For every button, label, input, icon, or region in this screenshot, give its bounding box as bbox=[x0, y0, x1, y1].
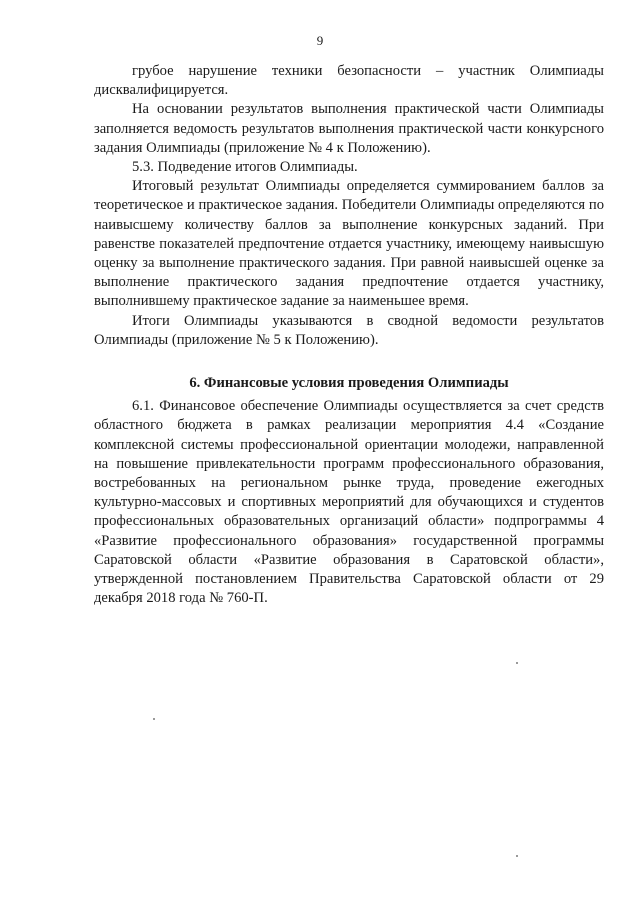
scan-speck bbox=[153, 718, 155, 720]
paragraph-disqualification: грубое нарушение техники безопасности – участник Олимпиады дисквалифицируется. bbox=[94, 63, 604, 99]
paragraph-summary-statement: Итоги Олимпиады указываются в сводной ведомости результатов Олимпиады (приложение № 5 к Положению). bbox=[94, 312, 604, 348]
paragraph-6-1-funding: 6.1. Финансовое обеспечение Олимпиады осуществляется за счет средств областного бюджета в рамках реализации мероприятия 4.4 «Создание комплексной системы профессиональной ориентации молодежи, направленной на повышение привлекательности программ профессионального образования, востребованных на региональном рынке труда, проведение ежегодных культурно-массовых и спортивных мероприятий для обучающихся и студентов профессиональных образовательных организаций области» подпрограммы 4 «Развитие профессионального образования» государственной программы Саратовской области «Развитие образования в Саратовской области», утвержденной постановлением Правительства Саратовской области от 29 декабря 2018 года № 760-П. bbox=[94, 398, 604, 607]
paragraph-5-3-heading: 5.3. Подведение итогов Олимпиады. bbox=[132, 159, 358, 176]
scan-speck bbox=[516, 662, 518, 664]
page-number: 9 bbox=[316, 33, 324, 48]
paragraph-practical-results: На основании результатов выполнения практической части Олимпиады заполняется ведомость результатов выполнения практической части конкурсного задания Олимпиады (приложение № 4 к Положению). bbox=[94, 101, 604, 156]
scan-speck bbox=[516, 855, 518, 857]
section-6-heading: 6. Финансовые условия проведения Олимпиады bbox=[189, 375, 509, 392]
paragraph-final-result: Итоговый результат Олимпиады определяется суммированием баллов за теоретическое и практическое задания. Победители Олимпиады определяются по наивысшему количеству баллов за выполнение конкурсных заданий. При равенстве показателей предпочтение отдается участнику, имеющему наивысшую оценку за выполнение практического задания. При равной наивысшей оценке за выполнение практического задания предпочтение отдается участнику, выполнившему практическое задание за наименьшее время. bbox=[94, 178, 604, 310]
document-body bbox=[94, 62, 604, 608]
